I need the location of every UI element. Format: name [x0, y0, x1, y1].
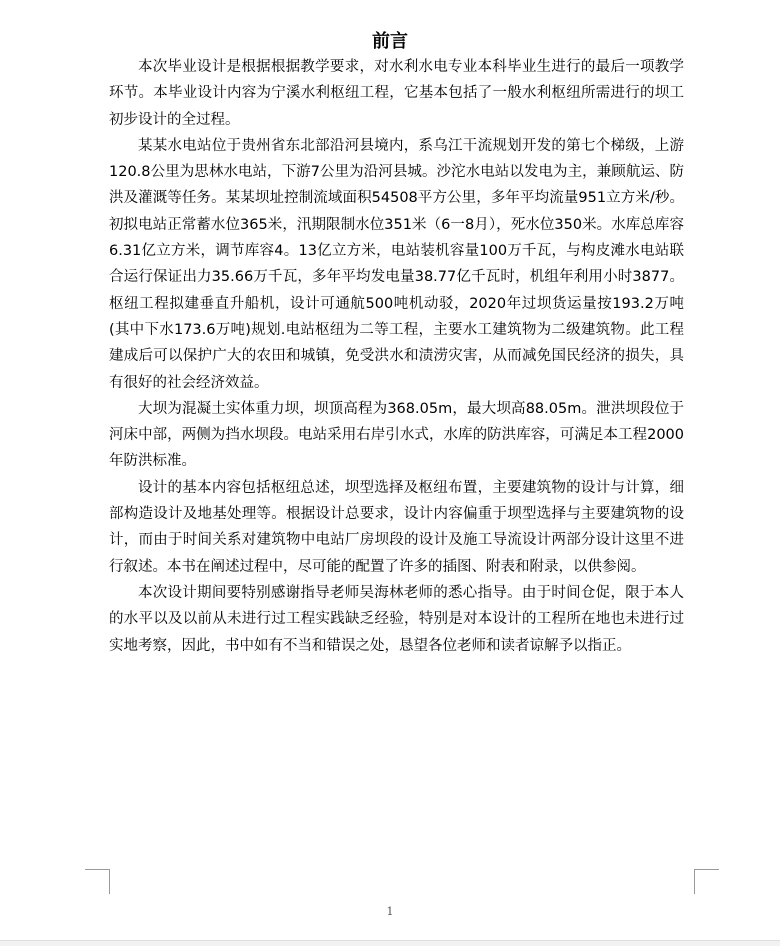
page-number: 1	[386, 905, 394, 918]
page-title: 前言	[372, 31, 408, 52]
paragraph-hydropower-station: 某某水电站位于贵州省东北部沿河县境内，系乌江干流规划开发的第七个梯级，上游120.8公里为思林水电站，下游7公里为沿河县城。沙沱水电站以发电为主，兼顾航运、防洪及灌溉等任务。某某坝址控制流域面积54508平方公里，多年平均流量951立方米/秒。初拟电站正常蓄水位365米，汛期限制水位351米（6一8月），死水位350米。水库总库容6.31亿立方米，调节库容4。13亿立方米，电站装机容量100万千瓦，与构皮滩水电站联合运行保证出力35.66万千瓦，多年平均发电量38.77亿千瓦时，机组年利用小时3877。枢纽工程拟建垂直升船机，设计可通航500吨机动驳，2020年过坝货运量按193.2万吨(其中下水173.6万吨)规划.电站枢纽为二等工程，主要水工建筑物为二级建筑物。此工程建成后可以保护广大的农田和城镇，免受洪水和渍涝灾害，从而减免国民经济的损失，具有很好的社会经济效益。	[109, 137, 684, 391]
paragraph-acknowledgement: 本次设计期间要特别感谢指导老师吴海林老师的悉心指导。由于时间仓促，限于本人的水平以及以前从未进行过工程实践缺乏经验，特别是对本设计的工程所在地也未进行过实地考察，因此，书中如有不当和错误之处，恳望各位老师和读者谅解予以指正。	[109, 584, 684, 654]
paragraph-intro: 本次毕业设计是根据根据教学要求，对水利水电专业本科毕业生进行的最后一项教学环节。本毕业设计内容为宁溪水利枢纽工程，它基本包括了一般水利枢纽所需进行的坝工初步设计的全过程。	[109, 59, 684, 128]
body-text	[109, 54, 684, 659]
margin-corner-mark-left	[85, 869, 110, 894]
paragraph-dam: 大坝为混凝土实体重力坝，坝顶高程为368.05m，最大坝高88.05m。泄洪坝段位于河床中部，两侧为挡水坝段。电站采用右岸引水式，水库的防洪库容，可满足本工程2000年防洪标准。	[109, 400, 684, 470]
page-gap	[0, 940, 780, 946]
paragraph-design-content: 设计的基本内容包括枢纽总述，坝型选择及枢纽布置，主要建筑物的设计与计算，细部构造设计及地基处理等。根据设计总要求，设计内容偏重于坝型选择与主要建筑物的设计，而由于时间关系对建筑物中电站厂房坝段的设计及施工导流设计两部分设计这里不进行叙述。本书在阐述过程中，尽可能的配置了许多的插图、附表和附录，以供参阅。	[109, 479, 684, 575]
margin-corner-mark-right	[694, 869, 719, 894]
